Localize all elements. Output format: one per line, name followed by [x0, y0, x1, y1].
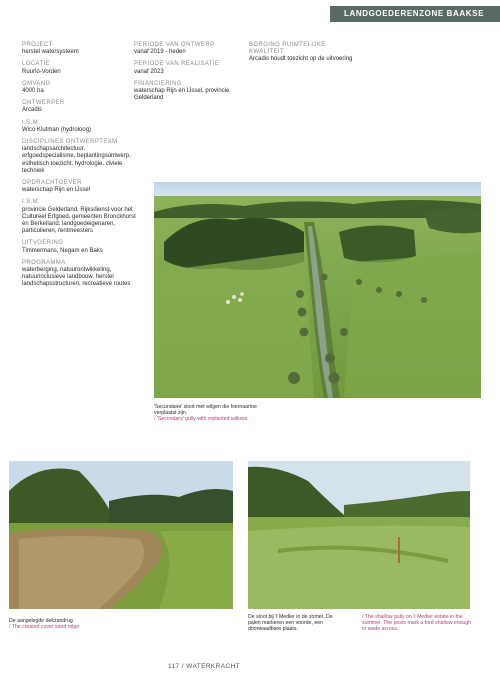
meta-partners [22, 199, 137, 235]
meta-quality-assurance [249, 42, 359, 64]
meta-value: waterschap Rijn en IJssel, provincie Gelderland [134, 88, 230, 102]
meta-label: I.S.M. [22, 119, 41, 126]
bottom-right-caption-en [362, 614, 472, 633]
meta-right-column [249, 42, 359, 64]
meta-label: LOCATIE [22, 61, 51, 68]
meta-value: Wico Klutman (hydroloog) [22, 126, 92, 133]
caption-dutch: De sloot bij 't Medler in de zomer. De palen markeren een voorde, een doorwaadbare plaats. [248, 614, 333, 633]
bottom-left-caption [9, 618, 149, 630]
caption-english: / The created cover sand ridge [9, 624, 80, 631]
meta-execution [22, 240, 137, 254]
meta-label: PERIODE VAN REALISATIE [134, 61, 220, 68]
page-footer: 117 / WATERKRACHT [168, 663, 241, 670]
photo-sand-ridge [9, 461, 233, 609]
main-photo-caption [154, 404, 279, 423]
meta-label: FINANCIERING [134, 80, 182, 87]
meta-value: landschapsarchitectuur, erfgoedspecialisme, beplantingsontwerp, esthetisch toezicht, hydrologie, civiele techniek [22, 146, 131, 174]
meta-size [22, 81, 137, 95]
meta-programme [22, 260, 137, 289]
meta-middle-column [134, 42, 240, 107]
meta-label: PROGRAMMA [22, 259, 66, 266]
meta-label: PROJECT [22, 42, 53, 48]
caption-dutch: 'Secundaire' sloot met wilgen die hiernaartoe verplaatst zijn. [154, 404, 257, 417]
meta-label: PERIODE VAN ONTWERP [134, 42, 215, 48]
caption-dutch: De aangelegde dekzandrug [9, 618, 73, 624]
meta-value: vanaf 2019 - heden [134, 49, 186, 56]
meta-value: Timmermans, Negam en Baks [22, 247, 103, 254]
page-header-title: LANDGOEDERENZONE BAAKSE BEEK [330, 6, 500, 22]
meta-client [22, 180, 137, 194]
meta-label: DISCIPLINES ONTWERPTEAM [22, 139, 118, 146]
bottom-right-caption-nl [248, 614, 343, 633]
meta-value: 4000 ha [22, 88, 44, 95]
meta-left-column [22, 42, 137, 294]
meta-label: I.S.M. [22, 199, 41, 206]
meta-financing [134, 81, 240, 103]
meta-value: waterschap Rijn en IJssel [22, 187, 91, 194]
meta-label: BORGING RUIMTELIJKE KWALITEIT [249, 42, 326, 56]
meta-label: OPDRACHTGEVER [22, 180, 82, 187]
meta-designer [22, 100, 137, 114]
meta-disciplines [22, 139, 137, 175]
meta-value: herstel watersysteem [22, 49, 79, 56]
meta-value: Arcadis houdt toezicht op de uitvoering [249, 56, 353, 63]
caption-english: / The shallow gully on 't Medler estate in the summer. The posts mark a ford shallow enough to wade across. [362, 614, 472, 633]
meta-value: waterberging, natuurontwikkeling, natuurinclusieve landbouw, herstel landschapsstructuren, recreatieve routes [22, 267, 131, 288]
meta-design-period [134, 42, 240, 56]
meta-project [22, 42, 137, 56]
meta-value: Ruurlo-Vorden [22, 68, 61, 75]
meta-label: ONTWERPER [22, 100, 65, 107]
meta-realisation-period [134, 61, 240, 75]
meta-location [22, 61, 137, 75]
photo-medler-gully [248, 461, 470, 609]
meta-label: UITVOERING [22, 240, 64, 247]
caption-english: / 'Secondary' gully with replanted willows. [154, 416, 249, 423]
meta-value: vanaf 2023 [134, 68, 164, 75]
meta-value: Arcadis [22, 107, 43, 114]
meta-label: OMVANG [22, 80, 51, 87]
aerial-photo-gully [154, 182, 481, 398]
meta-value: provincie Gelderland, Rijksdienst voor het Cultureel Erfgoed, gemeenten Bronckhorst en Berkelland, landgoedeigenaren, particulieren, rentmeesters [22, 206, 136, 235]
meta-collaboration [22, 120, 137, 134]
